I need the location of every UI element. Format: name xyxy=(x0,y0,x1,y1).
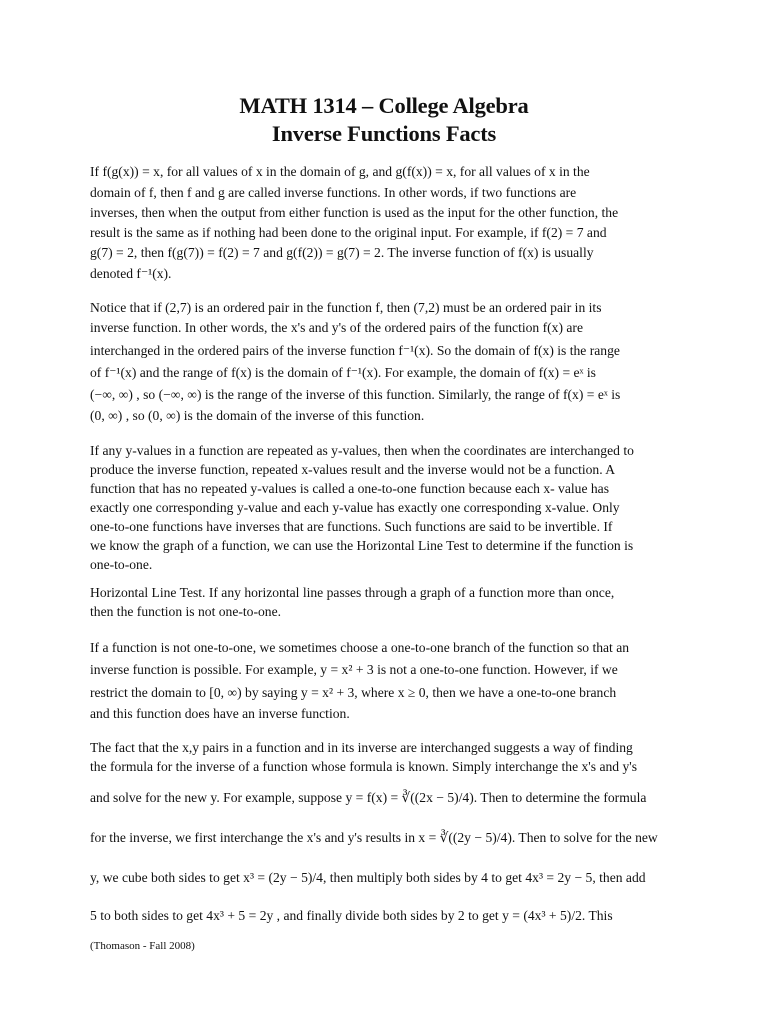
text-line: we know the graph of a function, we can use the Horizontal Line Test to determine if the function is xyxy=(90,538,634,553)
text-line: and this function does have an inverse function. xyxy=(90,706,350,721)
text-line: denoted f⁻¹(x). xyxy=(90,266,172,281)
text-line: Horizontal Line Test. If any horizontal line passes through a graph of a function more than once, xyxy=(90,585,615,600)
text-line: (0, ∞) , so (0, ∞) is the domain of the inverse of this function. xyxy=(90,408,425,423)
text-line: Notice that if (2,7) is an ordered pair in the function f, then (7,2) must be an ordered pair in its xyxy=(90,300,602,315)
text-line: inverses, then when the output from either function is used as the input for the other function, the xyxy=(90,205,619,220)
footer-credit: (Thomason - Fall 2008) xyxy=(90,940,195,952)
text-line: one-to-one functions have inverses that are functions. Such functions are said to be invertible. If xyxy=(90,519,613,534)
text-line: If a function is not one-to-one, we sometimes choose a one-to-one branch of the function so that an xyxy=(90,640,630,655)
text-line: result is the same as if nothing had been done to the original input. For example, if f(2) = 7 and xyxy=(90,225,607,240)
text-line: 5 to both sides to get 4x³ + 5 = 2y , and finally divide both sides by 2 to get y = (4x³ + 5)/2. This xyxy=(90,908,613,923)
text-line: the formula for the inverse of a function whose formula is known. Simply interchange the x's and y's xyxy=(90,759,638,774)
text-line: restrict the domain to [0, ∞) by saying y = x² + 3, where x ≥ 0, then we have a one-to-one branch xyxy=(90,685,617,700)
text-line: If any y-values in a function are repeated as y-values, then when the coordinates are interchanged to xyxy=(90,443,634,458)
text-line: (−∞, ∞) , so (−∞, ∞) is the range of the inverse of this function. Similarly, the range of f(x) = eˣ is xyxy=(90,387,621,402)
text-line: and solve for the new y. For example, suppose y = f(x) = ∛((2x − 5)/4). Then to determine the formula xyxy=(90,790,647,805)
text-line: y, we cube both sides to get x³ = (2y − 5)/4, then multiply both sides by 4 to get 4x³ = 2y − 5, then add xyxy=(90,870,646,885)
text-line: produce the inverse function, repeated x-values result and the inverse would not be a function. A xyxy=(90,462,616,477)
text-line: exactly one corresponding y-value and each y-value has exactly one corresponding x-value. Only xyxy=(90,500,620,515)
text-line: interchanged in the ordered pairs of the inverse function f⁻¹(x). So the domain of f(x) is the range xyxy=(90,343,620,358)
page-title: MATH 1314 – College Algebra xyxy=(239,93,529,118)
text-line: domain of f, then f and g are called inverse functions. In other words, if two functions are xyxy=(90,185,577,200)
text-line: inverse function is possible. For example, y = x² + 3 is not a one-to-one function. However, if we xyxy=(90,662,618,677)
text-line: one-to-one. xyxy=(90,557,153,572)
text-line: If f(g(x)) = x, for all values of x in the domain of g, and g(f(x)) = x, for all values of x in the xyxy=(90,164,590,179)
text-line: The fact that the x,y pairs in a function and in its inverse are interchanged suggests a way of finding xyxy=(90,740,633,755)
text-line: inverse function. In other words, the x's and y's of the ordered pairs of the function f(x) are xyxy=(90,320,583,335)
text-line: for the inverse, we first interchange the x's and y's results in x = ∛((2y − 5)/4). Then to solve for the new xyxy=(90,830,658,845)
page-subtitle: Inverse Functions Facts xyxy=(271,121,497,146)
text-line: g(7) = 2, then f(g(7)) = f(2) = 7 and g(f(2)) = g(7) = 2. The inverse function of f(x) is usually xyxy=(90,245,594,260)
text-line: of f⁻¹(x) and the range of f(x) is the domain of f⁻¹(x). For example, the domain of f(x) = eˣ is xyxy=(90,365,596,380)
text-line: then the function is not one-to-one. xyxy=(90,604,282,619)
text-line: function that has no repeated y-values is called a one-to-one function because each x- value has xyxy=(90,481,609,496)
